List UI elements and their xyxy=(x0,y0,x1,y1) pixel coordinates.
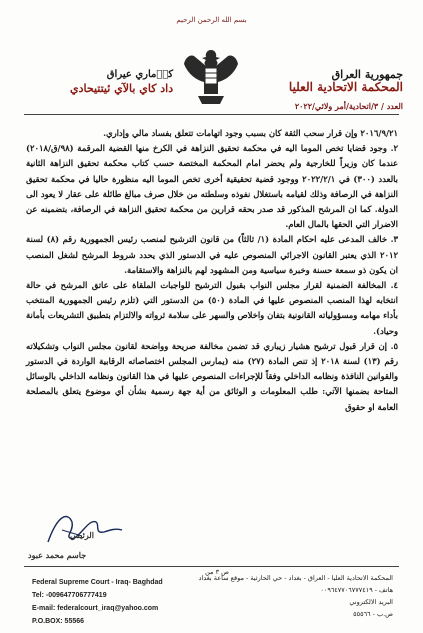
country-name: جمهورية العراق xyxy=(331,68,403,81)
paragraph-2: ٢. وجود قضايا تخص الموما اليه في محكمة تحقيق النزاهة في الكرخ منها القضية المرقمة (٩٨/ق/٢٠١٨) عندما كان وزيراً للخارجية ولم يحضر امام المحكمة المختصة حسب كتاب محكمة تحقيق النزاهة الثانية بالعدد (٣٠٠) في ٢٠٢٢/٢/١ ووجود قضية تحقيقية أخرى تخص الموما اليه منظورة حاليا في محكمة تحقيق النزاهة في الرصافة وذلك لقيامه باستغلال نفوذه وسلطته من خلال صرف مبالغ طائلة على عقار لا يعود الى الدولة. كما ان المرشح المذكور قد صدر بحقه قرارين من محكمة تحقيق النزاهة في الرصافة، بتضمينه عن الاضرار التي الحقها بالمال العام. xyxy=(26,143,399,230)
country-name-kurdish: كو٘ماري عيراق xyxy=(106,69,174,80)
paragraph-1: ٢٠١٦/٩/٢١ وإن قرار سحب الثقة كان بسبب وجود اتهامات تتعلق بفساد مالي وإداري. xyxy=(103,128,398,138)
paragraph-4: ٤. المخالفة الضمنية لقرار مجلس النواب بقبول الترشيح للواجبات الملقاة على عاتق المرشح في حالة انتخابه لهذا المنصب المنصوص عليها في المادة (٥٠) من الدستور التي (تلزم رئيس الجمهورية المنتخب بأداء مهامه ومسؤولياته القانونية بتفان واخلاص والسهر على سلامة ثرواته والالتزام بتطبيق التشريعات بأمانة وحياد). xyxy=(26,280,398,336)
footer xyxy=(24,568,399,628)
document-body xyxy=(26,126,398,415)
footer-email: E-mail: federalcourt_iraq@yahoo.com xyxy=(32,605,159,612)
footer-tel: Tel: -009647706777419 xyxy=(32,592,107,599)
signatory-role: الرئيس xyxy=(70,530,94,540)
footer-arabic xyxy=(199,572,393,620)
footer-divider xyxy=(24,566,399,567)
header-right xyxy=(289,68,403,113)
page-label: ص ٣ من xyxy=(205,568,229,576)
court-name-kurdish: داد كاي بالآي ئيتتيحادي xyxy=(70,82,174,95)
footer-pobox: P.O.BOX: 55566 xyxy=(32,618,85,625)
footer-ar-pobox: ص.ب - ٥٥٥٦٦ xyxy=(353,610,393,618)
footer-english xyxy=(32,576,163,628)
paragraph-5: ٥. إن قرار قبول ترشيح هشيار زيباري قد تضمن مخالفة صريحة وواضحة لقانون مجلس النواب وتشكيلاته رقم (١٣) لسنة ٢٠١٨ إذ تنص المادة (٢٧) منه (يمارس المجلس اختصاصاته الرقابية الواردة في الدستور والقوانين النافذة ونظامه الداخلي وفقاً للإجراءات المنصوص عليها في هذا القانون ونظامه الداخلي بالوسائل المتاحة بضمنها الآتي: طلب المعلومات و الوثائق من أية جهة رسمية بشأن أي موضوع يتعلق بالمصلحة العامة او حقوق xyxy=(26,340,398,412)
footer-ar-phone: هاتف - ٠٠٩٦٤٧٧٠٦٧٧٧٤١٩ xyxy=(320,586,393,594)
header-left xyxy=(70,68,173,96)
basmala-text: بسم الله الرحمن الرحيم xyxy=(176,16,247,24)
header-divider xyxy=(24,114,399,115)
footer-org: Federal Supreme Court - Iraq- Baghdad xyxy=(32,579,163,586)
paragraph-3: ٣. خالف المدعى عليه احكام المادة (١/ ثالثاً) من قانون الترشيح لمنصب رئيس الجمهورية رقم (٨) لسنة ٢٠١٢ الذي يعتبر القانون الاجرائي المنصوص عليه في الدستور الذي يحدد شروط المرشح لشغل المنصب ان يكون ذو سمعة حسنة وخبرة سياسية ومن المشهود لهم بالنزاهة والاستقامة. xyxy=(26,234,399,275)
footer-ar-email-label: البريد الالكتروني xyxy=(349,598,393,606)
signatory-name: جاسم محمد عبود xyxy=(28,550,87,560)
reference-number: العدد / ٣/اتحادية/أمر ولائي/٢٠٢٢ xyxy=(294,101,403,111)
footer-ar-address: المحكمة الاتحادية العليا - العراق - بغداد - حي الحارثية - موقع ساعة بغداد xyxy=(198,574,393,582)
eagle-emblem-icon xyxy=(180,44,242,110)
court-name: المحكمة الاتحادية العليا xyxy=(288,80,403,94)
